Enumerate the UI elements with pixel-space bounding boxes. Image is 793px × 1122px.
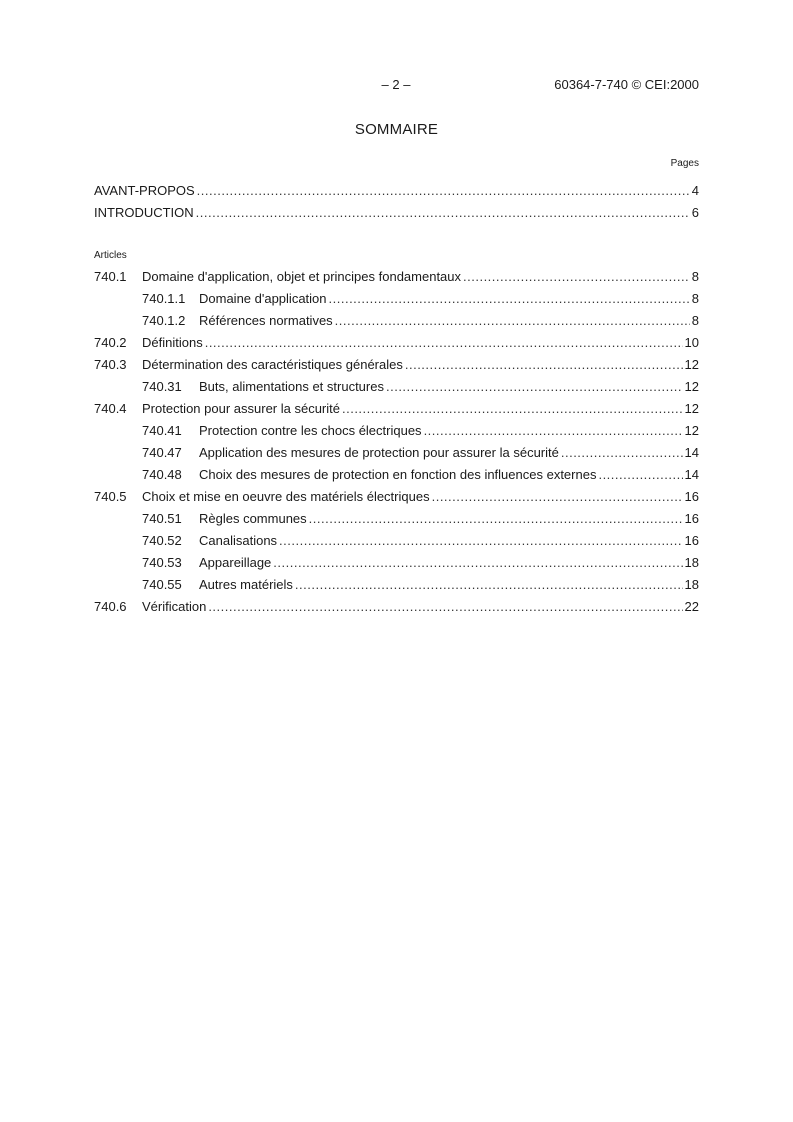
toc-entry-page: 18 <box>684 577 699 592</box>
dot-leader <box>273 552 682 574</box>
toc-entry-page: 16 <box>684 489 699 504</box>
toc-entry-number: 740.4 <box>94 401 127 416</box>
toc-entry-page: 8 <box>691 269 699 284</box>
toc-entry-label: AVANT-PROPOS <box>94 183 195 198</box>
toc-entry-740-31[interactable] <box>94 376 699 398</box>
dot-leader <box>208 596 682 618</box>
dot-leader <box>463 266 690 288</box>
toc-entry-number: 740.31 <box>142 379 182 394</box>
dot-leader <box>342 398 683 420</box>
document-reference: 60364-7-740 © CEI:2000 <box>554 77 699 92</box>
toc-entry-number: 740.41 <box>142 423 182 438</box>
toc-entry-740-6[interactable] <box>94 596 699 618</box>
toc-entry-number: 740.5 <box>94 489 127 504</box>
toc-entry-label: Vérification <box>142 599 207 614</box>
toc-entry-avant-propos[interactable] <box>94 180 699 202</box>
toc-entry-number: 740.47 <box>142 445 182 460</box>
toc-entry-label: Choix et mise en oeuvre des matériels électriques <box>142 489 430 504</box>
toc-entry-page: 12 <box>684 379 699 394</box>
dot-leader <box>196 202 690 224</box>
toc-entry-label: INTRODUCTION <box>94 205 194 220</box>
dot-leader <box>335 310 690 332</box>
toc-entry-740-1-2[interactable] <box>94 310 699 332</box>
toc-entry-740-4[interactable] <box>94 398 699 420</box>
toc-entry-page: 12 <box>684 423 699 438</box>
toc-entry-740-3[interactable] <box>94 354 699 376</box>
toc-entry-740-51[interactable] <box>94 508 699 530</box>
toc-entry-number: 740.1.1 <box>142 291 186 306</box>
dot-leader <box>197 180 690 202</box>
toc-entry-page: 16 <box>684 511 699 526</box>
toc-entry-740-5[interactable] <box>94 486 699 508</box>
dot-leader <box>309 508 683 530</box>
dot-leader <box>279 530 682 552</box>
page-title: SOMMAIRE <box>354 121 439 138</box>
toc-entry-number: 740.3 <box>94 357 127 372</box>
dot-leader <box>386 376 683 398</box>
toc-entry-740-47[interactable] <box>94 442 699 464</box>
toc-entry-page: 8 <box>691 313 699 328</box>
dot-leader <box>432 486 683 508</box>
toc-entry-label: Buts, alimentations et structures <box>199 379 384 394</box>
toc-entry-number: 740.1 <box>94 269 127 284</box>
toc-entry-740-55[interactable] <box>94 574 699 596</box>
articles-label: Articles <box>94 250 127 261</box>
toc-entry-label: Règles communes <box>199 511 307 526</box>
dot-leader <box>329 288 690 310</box>
toc-entry-number: 740.51 <box>142 511 182 526</box>
toc-entry-label: Définitions <box>142 335 203 350</box>
toc-entry-page: 6 <box>691 205 699 220</box>
toc-entry-740-1-1[interactable] <box>94 288 699 310</box>
toc-entry-label: Domaine d'application <box>199 291 327 306</box>
toc-entry-number: 740.6 <box>94 599 127 614</box>
toc-entry-740-41[interactable] <box>94 420 699 442</box>
dot-leader <box>405 354 683 376</box>
toc-entry-label: Protection pour assurer la sécurité <box>142 401 340 416</box>
toc-articles <box>94 266 699 618</box>
toc-entry-page: 14 <box>684 445 699 460</box>
toc-entry-740-48[interactable] <box>94 464 699 486</box>
dot-leader <box>561 442 683 464</box>
toc-entry-number: 740.52 <box>142 533 182 548</box>
dot-leader <box>205 332 683 354</box>
toc-entry-page: 8 <box>691 291 699 306</box>
toc-entry-page: 14 <box>684 467 699 482</box>
toc-entry-label: Domaine d'application, objet et principes fondamentaux <box>142 269 462 284</box>
toc-entry-label: Choix des mesures de protection en fonction des influences externes <box>199 467 597 482</box>
toc-entry-number: 740.1.2 <box>142 313 186 328</box>
toc-entry-label: Références normatives <box>199 313 333 328</box>
toc-entry-label: Application des mesures de protection pour assurer la sécurité <box>199 445 559 460</box>
dot-leader <box>598 464 682 486</box>
toc-entry-page: 12 <box>684 401 699 416</box>
toc-entry-label: Canalisations <box>199 533 278 548</box>
toc-entry-number: 740.55 <box>142 577 182 592</box>
toc-entry-740-1[interactable] <box>94 266 699 288</box>
toc-entry-page: 4 <box>691 183 699 198</box>
page-number: – 2 – <box>381 77 411 92</box>
toc-entry-number: 740.48 <box>142 467 182 482</box>
dot-leader <box>424 420 683 442</box>
toc-entry-introduction[interactable] <box>94 202 699 224</box>
toc-entry-label: Appareillage <box>199 555 272 570</box>
toc-entry-740-52[interactable] <box>94 530 699 552</box>
pages-column-label: Pages <box>670 158 699 169</box>
toc-entry-label: Détermination des caractéristiques générales <box>142 357 403 372</box>
toc-entry-page: 18 <box>684 555 699 570</box>
toc-entry-740-2[interactable] <box>94 332 699 354</box>
toc-entry-number: 740.53 <box>142 555 182 570</box>
toc-entry-number: 740.2 <box>94 335 127 350</box>
toc-entry-page: 10 <box>684 335 699 350</box>
dot-leader <box>295 574 683 596</box>
toc-entry-page: 12 <box>684 357 699 372</box>
toc-entry-label: Autres matériels <box>199 577 293 592</box>
toc-entry-label: Protection contre les chocs électriques <box>199 423 422 438</box>
toc-entry-page: 16 <box>684 533 699 548</box>
toc-entry-page: 22 <box>684 599 699 614</box>
toc-front-matter <box>94 180 699 224</box>
toc-entry-740-53[interactable] <box>94 552 699 574</box>
